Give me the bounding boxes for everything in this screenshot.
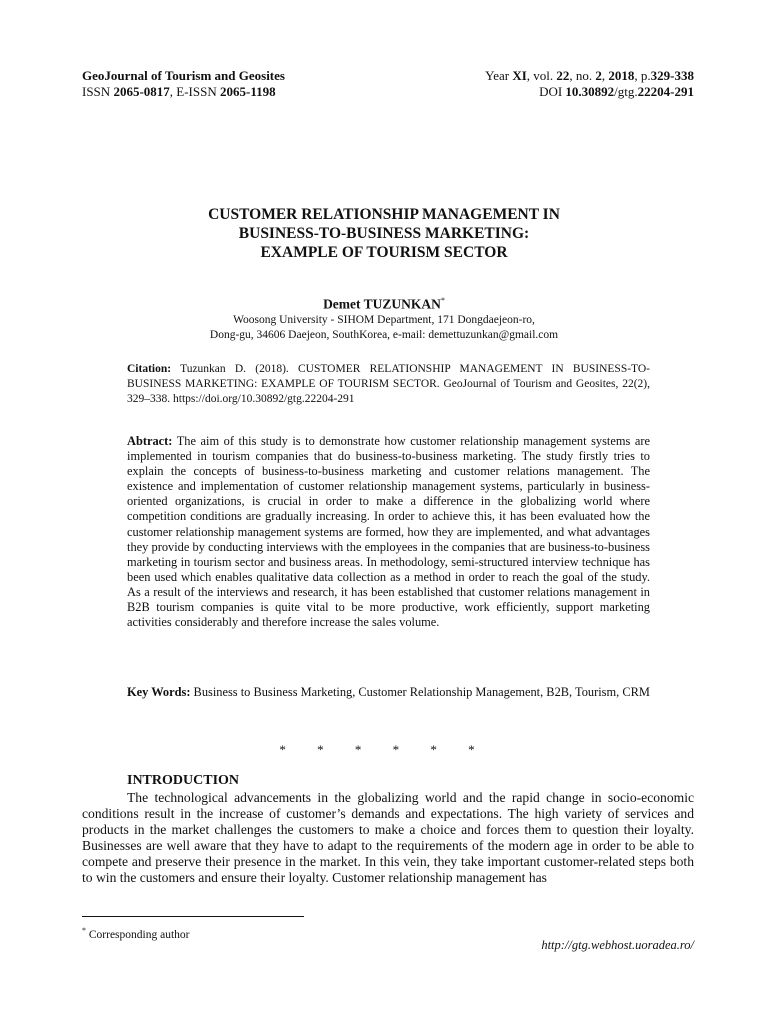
sep: , (601, 68, 609, 83)
vol-prefix: , vol. (526, 68, 557, 83)
volume-line (485, 68, 694, 84)
keywords-text: Business to Business Marketing, Customer Relationship Management, B2B, Tourism, CRM (190, 685, 650, 699)
pages: 329-338 (650, 68, 694, 83)
title-line-2: BUSINESS-TO-BUSINESS MARKETING: (238, 225, 530, 242)
abstract (127, 434, 650, 630)
volume: 22 (556, 68, 570, 83)
introduction-heading: INTRODUCTION (127, 773, 240, 788)
no-prefix: , no. (569, 68, 596, 83)
footnote-rule (82, 916, 304, 917)
author-mark: * (440, 296, 445, 305)
abstract-label: Abtract: (127, 434, 173, 448)
section-separator: * * * * * * (279, 742, 489, 757)
issn: 2065-0817 (113, 84, 170, 99)
journal-name: GeoJournal of Tourism and Geosites (82, 68, 285, 83)
keywords (127, 684, 650, 700)
keywords-label: Key Words: (127, 685, 191, 699)
affiliation-line-1: Woosong University - SIHOM Department, 171 Dongdaejeon-ro, (233, 313, 535, 326)
author-name (100, 292, 668, 313)
title-line-3: EXAMPLE OF TOURISM SECTOR (260, 244, 508, 261)
doi-mid: /gtg. (614, 84, 638, 99)
doi-b: 22204-291 (637, 84, 694, 99)
doi-line (485, 84, 694, 100)
doi-prefix: DOI (539, 84, 566, 99)
footnote-mark: * (82, 926, 86, 935)
author-block (100, 292, 668, 343)
doi-a: 10.30892 (565, 84, 615, 99)
issue-number: 2 (595, 68, 602, 83)
journal-url[interactable]: http://gtg.webhost.uoradea.ro/ (541, 938, 694, 952)
issue-info (485, 68, 694, 100)
year: 2018 (608, 68, 635, 83)
title-line-1: CUSTOMER RELATIONSHIP MANAGEMENT IN (208, 206, 560, 223)
citation-label: Citation: (127, 363, 172, 375)
journal-header (82, 68, 285, 100)
footnote-text: Corresponding author (86, 928, 190, 941)
abstract-text: The aim of this study is to demonstrate how customer relationship management systems are implemented in tourism companies that do business-to-business marketing. The study firstly tries to explain the concepts of business-to-business marketing and customer relations management. The existence and implementation of customer relationship management systems, particularly in business-oriented organizations, is crucial in order to make a difference in the globalizing world where competition conditions are gradually increasing. In order to achieve this, it has been evaluated how the customer relationship management systems are formed, how they are implemented, and what advantages they provide by conducting interviews with the employees in the companies that are business-to-business marketing in tourism sector and business areas. In methodology, semi-structured interview technique has been used which enables qualitative data collection as a method in order to reach the goal of the study. As a result of the interviews and research, it has been established that customer relations management in B2B tourism companies is quite vital to be more productive, work efficiently, support marketing activities considerably and therefore increase the sales volume. (127, 434, 650, 630)
eissn-prefix: , E-ISSN (169, 84, 220, 99)
issn-line (82, 84, 285, 100)
year-prefix: Year (485, 68, 513, 83)
year-roman: XI (512, 68, 527, 83)
footnote (82, 924, 189, 942)
eissn: 2065-1198 (219, 84, 276, 99)
issn-prefix: ISSN (82, 84, 114, 99)
paper-title (100, 205, 668, 262)
affiliation-line-2: Dong-gu, 34606 Daejeon, SouthKorea, e-mail: demettuzunkan@gmail.com (209, 328, 559, 341)
citation-text: Tuzunkan D. (2018). CUSTOMER RELATIONSHIP MANAGEMENT IN BUSINESS-TO-BUSINESS MARKETING: EXAMPLE OF TOURISM SECTOR. GeoJournal of Tourism and Geosites, 22(2), 329–338. https://doi.org/10.30892/gtg.22204-291 (127, 363, 650, 405)
pages-prefix: , p. (634, 68, 651, 83)
introduction-text: The technological advancements in the globalizing world and the rapid change in socio-economic conditions result in the increase of customer’s demands and expectations. The high variety of services and products in the market challenges the customers to make a choice and forces them to question their loyalty. Businesses are well aware that they have to adapt to the requirements of the modern age in order to be able to compete and preserve their presence in the market. In this vein, they take important customer-related steps both to win the customers and ensure their loyalty. Customer relationship management has (82, 790, 694, 886)
citation (127, 362, 650, 407)
author-name-text: Demet TUZUNKAN (323, 296, 441, 312)
